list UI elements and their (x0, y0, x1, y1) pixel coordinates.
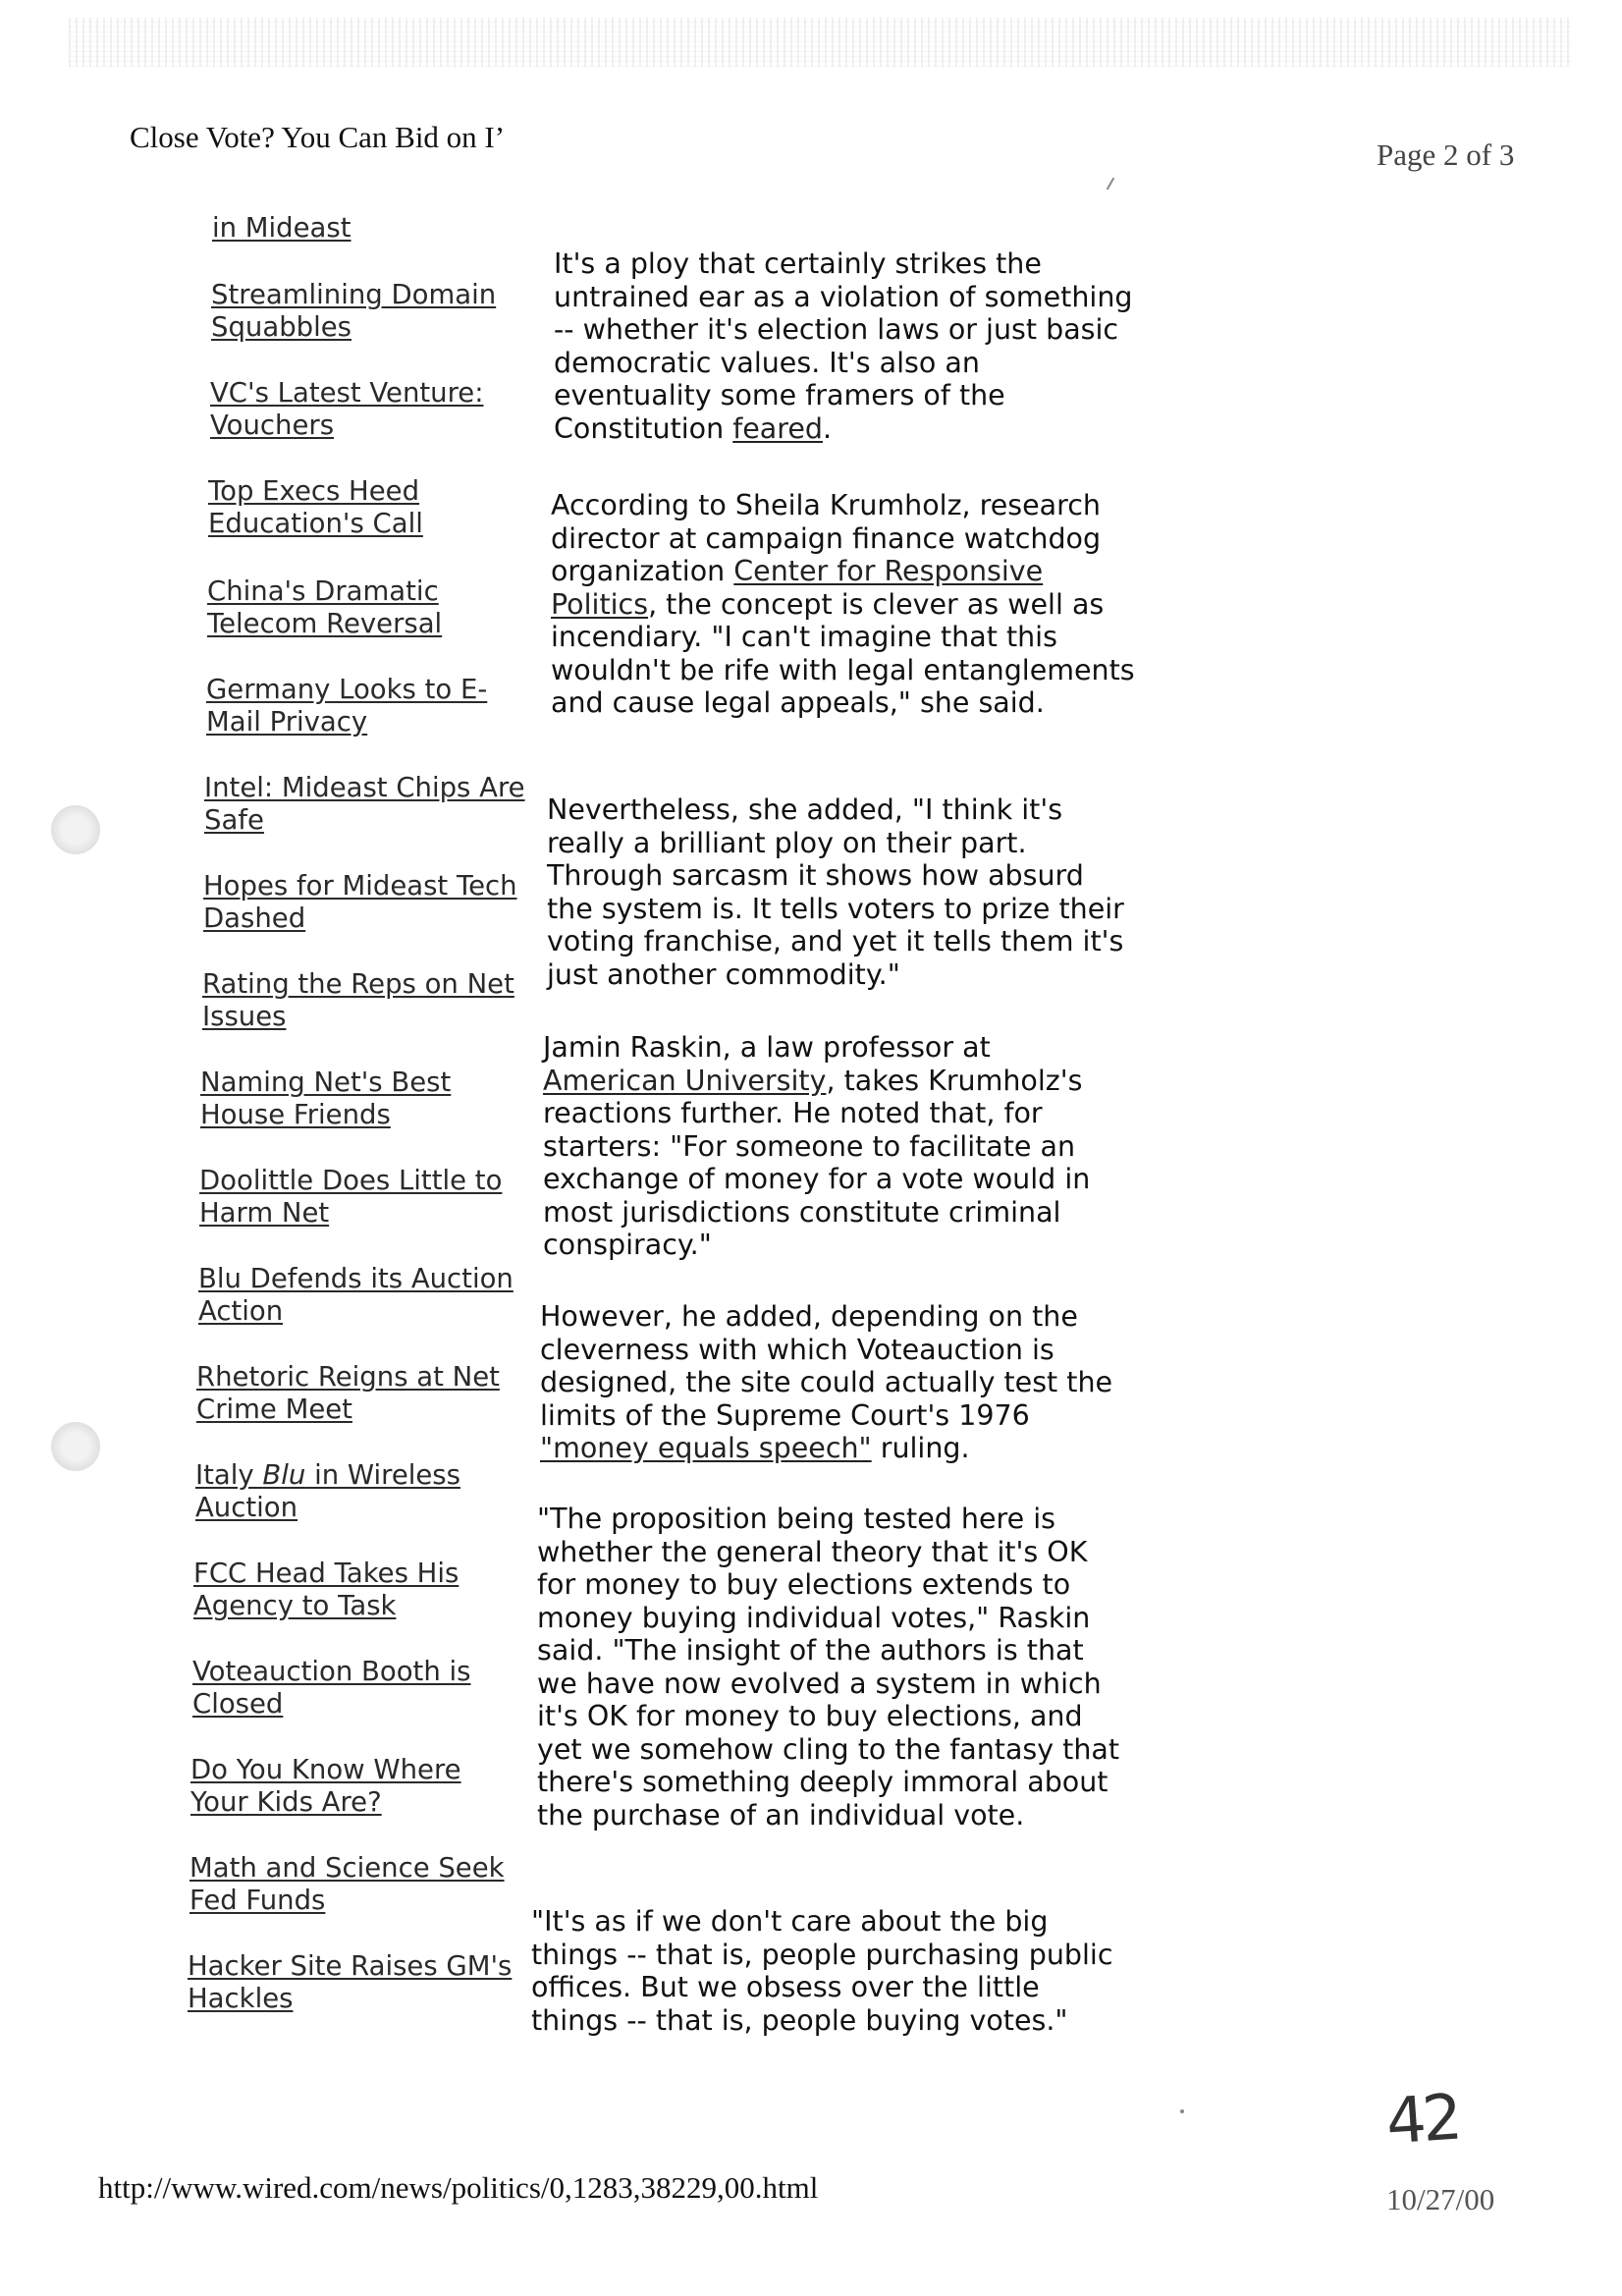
inline-link-feared[interactable]: feared (732, 411, 823, 445)
sidebar-link[interactable]: Voteauction Booth is Closed (192, 1656, 471, 1720)
article-paragraph (551, 489, 1140, 720)
paragraph-text: However, he added, depending on the cleverness with which Voteauction is designed, the site could actually test the limits of the Supreme Court's 1976 (540, 1300, 1113, 1432)
sidebar-link[interactable]: Rating the Reps on Net Issues (202, 968, 514, 1032)
inline-link-crp[interactable]: Center for Responsive Politics (551, 555, 1044, 621)
sidebar-link[interactable]: Hopes for Mideast Tech Dashed (203, 870, 517, 934)
page-title: Close Vote? You Can Bid on I’ (130, 120, 506, 154)
paragraph-text: , the concept is clever as well as incendiary. "I can't imagine that this wouldn't be rife with legal entanglements and cause legal appeals," she said. (551, 587, 1135, 719)
sidebar-link-text: Italy (195, 1459, 263, 1491)
inline-link-american-university[interactable]: American University (543, 1064, 827, 1097)
sidebar-link[interactable]: China's Dramatic Telecom Reversal (207, 575, 443, 639)
punch-hole (51, 1422, 100, 1471)
paragraph-text: , takes Krumholz's reactions further. He noted that, for starters: "For someone to facilitate an exchange of money for a vote would in most jurisdictions constitute criminal conspiracy." (543, 1064, 1091, 1261)
scan-speck (1180, 2109, 1184, 2113)
paragraph-text: According to Sheila Krumholz, research director at campaign finance watchdog organization (551, 489, 1102, 587)
paragraph-text: Jamin Raskin, a law professor at (543, 1031, 991, 1064)
sidebar-link[interactable]: Doolittle Does Little to Harm Net (199, 1165, 503, 1229)
inline-link-money-equals-speech[interactable]: "money equals speech" (540, 1432, 872, 1464)
paragraph-text: ruling. (871, 1432, 970, 1464)
sidebar-link[interactable]: Germany Looks to E-Mail Privacy (206, 674, 488, 738)
sidebar-link[interactable]: FCC Head Takes His Agency to Task (193, 1558, 460, 1621)
article-paragraph (543, 1031, 1132, 1262)
article-paragraph: "It's as if we don't care about the big things -- that is, people purchasing public offices. But we obsess over the little things -- that is, people buying votes." (531, 1905, 1113, 2037)
sidebar-link[interactable]: Top Execs Heed Education's Call (208, 475, 423, 539)
sidebar-link[interactable] (195, 1459, 529, 1524)
sidebar-link-text: in Wireless Auction (195, 1459, 460, 1523)
paragraph-text: . (822, 411, 833, 445)
footer-url: http://www.wired.com/news/politics/0,1283,38229,00.html (98, 2170, 819, 2205)
sidebar-link[interactable]: VC's Latest Venture: Vouchers (210, 377, 484, 441)
punch-hole (51, 805, 100, 854)
sidebar-link[interactable]: Do You Know Where Your Kids Are? (190, 1754, 461, 1818)
handwritten-page-number: 42 (1383, 2081, 1461, 2159)
article-paragraph (540, 1300, 1129, 1465)
article-paragraph: Nevertheless, she added, "I think it's really a brilliant ploy on their part. Through sarcasm it shows how absurd the system is. It tells voters to prize their voting franchise, and yet it tells them it's just another commodity." (547, 793, 1124, 991)
page-number: Page 2 of 3 (1377, 137, 1515, 172)
sidebar-link[interactable]: Intel: Mideast Chips Are Safe (204, 772, 525, 836)
paragraph-text: It's a ploy that certainly strikes the untrained ear as a violation of something -- whether it's election laws or just basic democratic values. It's also an eventuality some framers of the Constitution (554, 247, 1133, 445)
article-paragraph: "The proposition being tested here is whether the general theory that it's OK for money to buy elections extends to money buying individual votes," Raskin said. "The insight of the authors is that we have now evolved a system in which it's OK for money to buy elections, and yet we somehow cling to the fantasy that there's something deeply immoral about the purchase of an individual vote. (537, 1503, 1120, 1831)
scan-speck (1107, 177, 1115, 190)
sidebar-link[interactable]: Streamlining Domain Squabbles (211, 279, 497, 343)
sidebar-link[interactable]: Math and Science Seek Fed Funds (189, 1852, 505, 1916)
sidebar-link[interactable]: in Mideast (212, 212, 351, 244)
sidebar-link[interactable]: Naming Net's Best House Friends (200, 1066, 452, 1130)
sidebar-link[interactable]: Rhetoric Reigns at Net Crime Meet (196, 1361, 500, 1425)
sidebar-link-emphasis: Blu (262, 1459, 306, 1491)
scan-noise-strip (69, 18, 1571, 67)
article-paragraph (554, 247, 1143, 445)
sidebar-link[interactable]: Hacker Site Raises GM's Hackles (188, 1950, 513, 2014)
sidebar-link[interactable]: Blu Defends its Auction Action (198, 1263, 514, 1327)
footer-date: 10/27/00 (1386, 2182, 1495, 2216)
